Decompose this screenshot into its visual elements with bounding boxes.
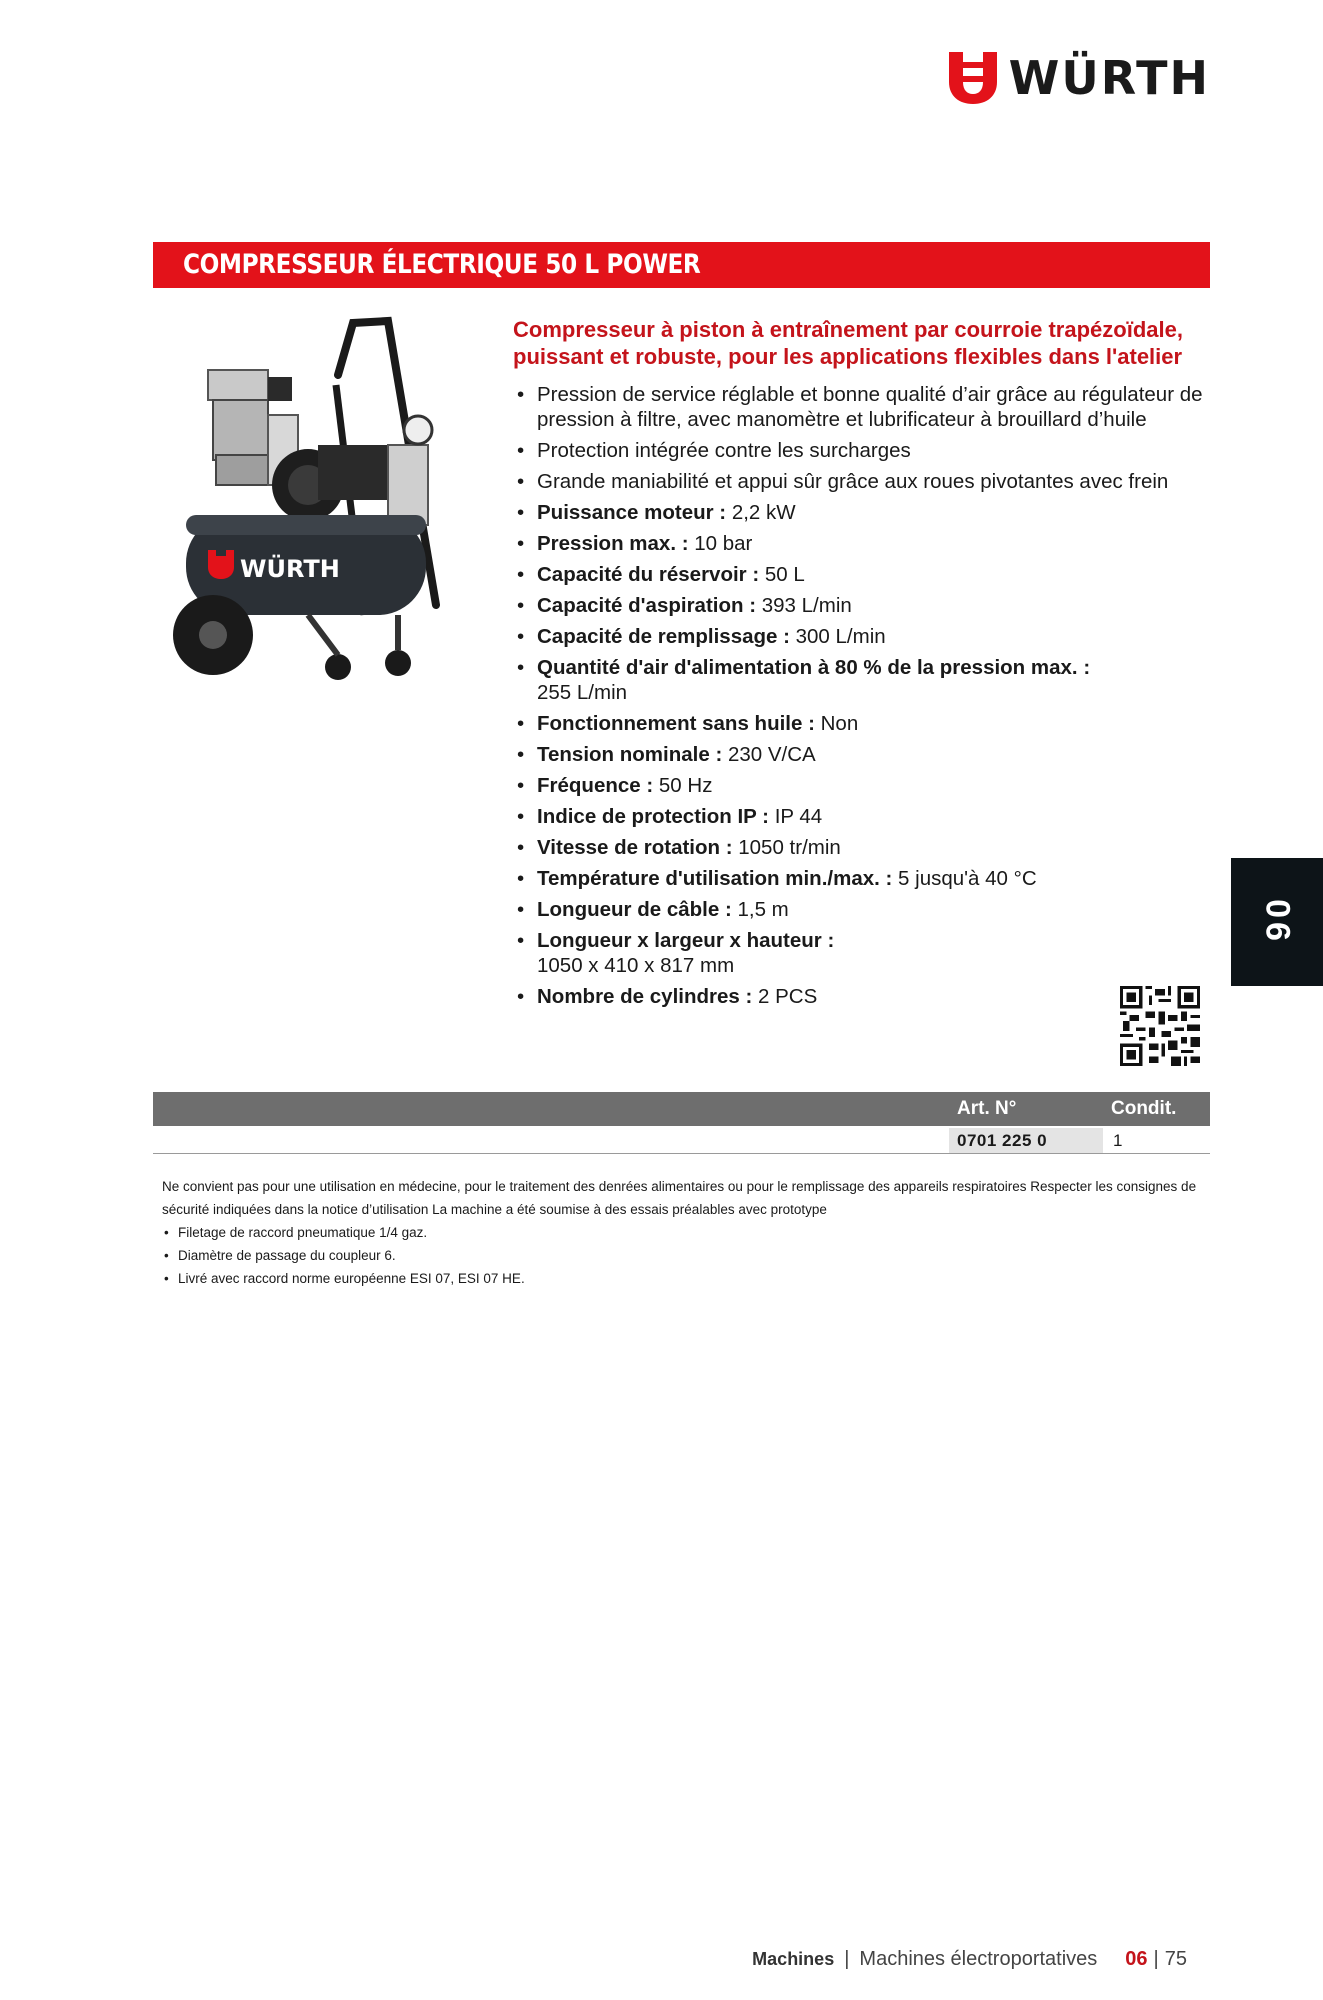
spec-item: • Capacité d'aspiration : 393 L/min xyxy=(517,594,852,617)
bullet-icon: • xyxy=(517,712,525,735)
bullet-icon: • xyxy=(517,929,525,952)
wurth-logo-icon xyxy=(949,52,997,104)
spec-item: • Vitesse de rotation : 1050 tr/min xyxy=(517,836,841,859)
header-art-number: Art. N° xyxy=(957,1098,1017,1119)
bullet-icon: • xyxy=(517,985,525,1008)
feature-item: • Pression de service réglable et bonne qualité d’air grâce au régulateur de pression à filtre, avec manomètre et lubrificateur à brouillard d’huile xyxy=(517,383,1203,431)
bullet-icon: • xyxy=(517,656,525,679)
spec-item: • Nombre de cylindres : 2 PCS xyxy=(517,985,818,1008)
brand-logo xyxy=(949,52,1210,104)
bullet-icon: • xyxy=(517,594,525,617)
bullet-icon: • xyxy=(517,805,525,828)
table-row xyxy=(153,1128,1210,1154)
list-item: • Filetage de raccord pneumatique 1/4 gaz. xyxy=(162,1221,1202,1244)
bullet-icon: • xyxy=(517,383,525,406)
bullet-icon: • xyxy=(517,743,525,766)
bullet-icon: • xyxy=(164,1225,169,1240)
footer-separator: | xyxy=(1153,1948,1159,1970)
page-number: 75 xyxy=(1164,1948,1187,1970)
bullet-icon: • xyxy=(517,898,525,921)
spec-item: • Indice de protection IP : IP 44 xyxy=(517,805,823,828)
spec-item: • Tension nominale : 230 V/CA xyxy=(517,743,816,766)
footer-subsection: Machines électroportatives xyxy=(859,1948,1098,1970)
bullet-icon: • xyxy=(164,1271,169,1286)
bullet-icon: • xyxy=(517,625,525,648)
chapter-tab xyxy=(1231,858,1323,986)
conditioning-value: 1 xyxy=(1113,1131,1123,1150)
spec-item: • Capacité du réservoir : 50 L xyxy=(517,563,805,586)
footer-chapter: 06 xyxy=(1125,1948,1148,1970)
spec-item: • Longueur de câble : 1,5 m xyxy=(517,898,789,921)
product-title: COMPRESSEUR ÉLECTRIQUE 50 L POWER xyxy=(183,249,701,280)
bullet-icon: • xyxy=(164,1248,169,1263)
spec-item: • Fréquence : 50 Hz xyxy=(517,774,713,797)
feature-item: • Protection intégrée contre les surcharges xyxy=(517,439,911,462)
feature-item: • Grande maniabilité et appui sûr grâce aux roues pivotantes avec frein xyxy=(517,470,1169,493)
product-description xyxy=(513,316,1213,1015)
spec-item: • Température d'utilisation min./max. : 5 jusqu'à 40 °C xyxy=(517,867,1037,890)
header-conditioning: Condit. xyxy=(1111,1098,1177,1119)
feature-list xyxy=(513,382,1213,1009)
bullet-icon: • xyxy=(517,532,525,555)
chapter-tab-label: 06 xyxy=(1258,899,1297,945)
notes-list xyxy=(162,1221,1202,1290)
page-footer xyxy=(752,1946,1187,1972)
bullet-icon: • xyxy=(517,774,525,797)
tank-logo-text: WÜRTH xyxy=(240,555,340,583)
product-notes xyxy=(162,1175,1202,1290)
footer-separator: | xyxy=(844,1948,850,1970)
spec-item: • Longueur x largeur x hauteur : 1050 x 410 x 817 mm xyxy=(517,929,835,977)
brand-name: WÜRTH xyxy=(1008,51,1210,105)
bullet-icon: • xyxy=(517,836,525,859)
spec-item: • Pression max. : 10 bar xyxy=(517,532,753,555)
spec-item: • Puissance moteur : 2,2 kW xyxy=(517,501,796,524)
footer-section: Machines xyxy=(752,1949,835,1969)
product-title-bar xyxy=(153,242,1210,288)
article-table-header xyxy=(153,1092,1210,1126)
list-item: • Livré avec raccord norme européenne ESI 07, ESI 07 HE. xyxy=(162,1267,1202,1290)
bullet-icon: • xyxy=(517,439,525,462)
qr-code-icon[interactable] xyxy=(1120,986,1200,1066)
art-number-value[interactable]: 0701 225 0 xyxy=(957,1131,1048,1150)
notes-text: Ne convient pas pour une utilisation en médecine, pour le traitement des denrées alimentaires ou pour le remplissage des appareils respiratoires Respecter les consignes de sécurité indiquées dans la notice d’utilisation La machine a été soumise à des essais préalables avec prototype xyxy=(162,1179,1197,1217)
spec-item: • Fonctionnement sans huile : Non xyxy=(517,712,859,735)
bullet-icon: • xyxy=(517,470,525,493)
product-headline: Compresseur à piston à entraînement par courroie trapézoïdale, puissant et robuste, pour les applications flexibles dans l'atelier xyxy=(513,317,1183,369)
compressor-product-image xyxy=(168,315,488,715)
spec-item: • Quantité d'air d'alimentation à 80 % de la pression max. : 255 L/min xyxy=(517,656,1091,704)
list-item: • Diamètre de passage du coupleur 6. xyxy=(162,1244,1202,1267)
spec-item: • Capacité de remplissage : 300 L/min xyxy=(517,625,886,648)
bullet-icon: • xyxy=(517,501,525,524)
bullet-icon: • xyxy=(517,563,525,586)
bullet-icon: • xyxy=(517,867,525,890)
